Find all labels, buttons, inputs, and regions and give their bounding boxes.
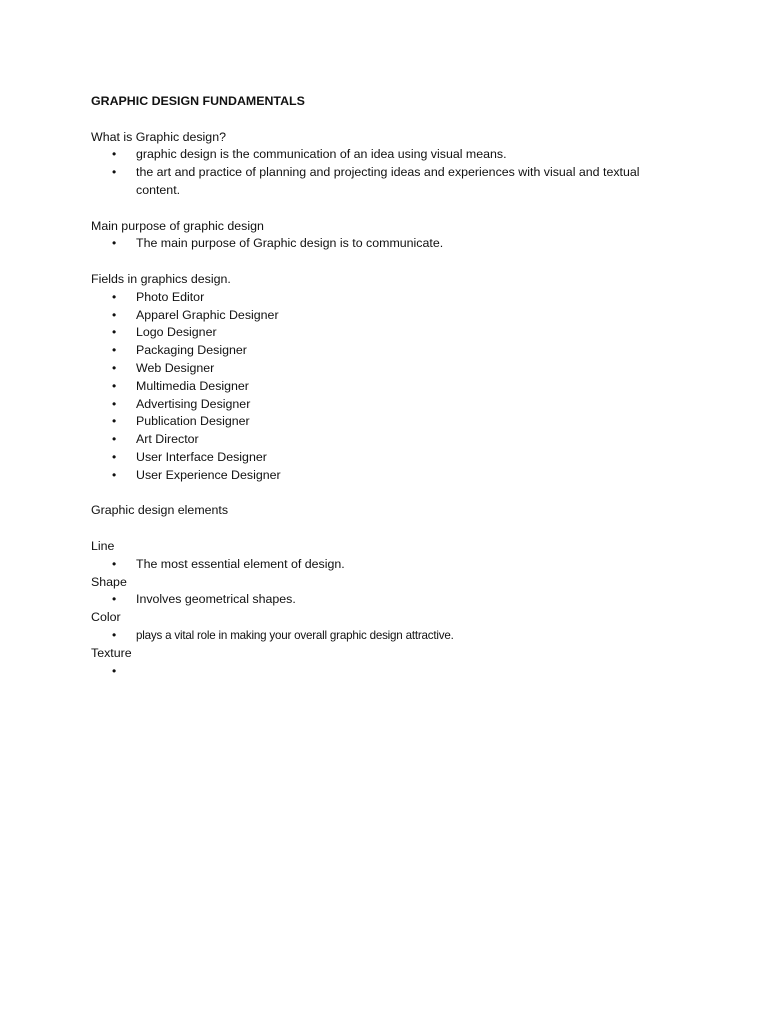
bullet-icon: •: [112, 165, 117, 180]
list-item: [91, 591, 681, 609]
list-item-text: Packaging Designer: [136, 343, 247, 358]
list-item-text: Art Director: [136, 432, 199, 447]
list-item-text: The most essential element of design.: [136, 556, 345, 571]
list-item-text: Photo Editor: [136, 289, 205, 304]
bullet-icon: •: [112, 467, 117, 482]
bullet-icon: •: [112, 236, 117, 251]
list-item-text: Advertising Designer: [136, 396, 251, 411]
list-item-text: Multimedia Designer: [136, 378, 249, 393]
list-item: [91, 360, 681, 378]
bullet-icon: •: [112, 378, 117, 393]
bullet-icon: •: [112, 627, 117, 642]
bullet-icon: •: [112, 360, 117, 375]
list-item: [91, 556, 681, 574]
bullet-list-definition: [91, 146, 681, 199]
document-content: [91, 93, 681, 680]
section-heading-fields: Fields in graphics design.: [91, 271, 231, 286]
bullet-list-texture: [91, 663, 681, 681]
document-title: GRAPHIC DESIGN FUNDAMENTALS: [91, 94, 305, 108]
bullet-list-purpose: [91, 235, 681, 253]
list-item: [91, 342, 681, 360]
list-item: [91, 627, 681, 645]
list-item: [91, 235, 681, 253]
element-heading-color: Color: [91, 610, 121, 625]
bullet-list-line: [91, 556, 681, 574]
list-item-text: Publication Designer: [136, 414, 250, 429]
bullet-icon: •: [112, 432, 117, 447]
bullet-icon: •: [112, 325, 117, 340]
list-item-text: User Interface Designer: [136, 449, 267, 464]
spacer: [91, 485, 681, 503]
bullet-icon: •: [112, 396, 117, 411]
list-item: [91, 663, 681, 681]
list-item: [91, 431, 681, 449]
list-item-text: Logo Designer: [136, 325, 217, 340]
list-item-text: plays a vital role in making your overall graphic design attractive.: [136, 628, 454, 642]
list-item-text: Web Designer: [136, 360, 215, 375]
bullet-icon: •: [112, 147, 117, 162]
list-item: [91, 467, 681, 485]
element-heading-shape: Shape: [91, 574, 127, 589]
list-item: [91, 378, 681, 396]
spacer: [91, 253, 681, 271]
bullet-icon: •: [112, 289, 117, 304]
section-heading-elements: Graphic design elements: [91, 503, 229, 518]
bullet-list-fields: [91, 289, 681, 485]
list-item: [91, 164, 681, 200]
bullet-icon: •: [112, 663, 117, 678]
list-item: [91, 413, 681, 431]
section-heading-main-purpose: Main purpose of graphic design: [91, 218, 264, 233]
list-item: [91, 449, 681, 467]
bullet-list-color: [91, 627, 681, 645]
list-item: [91, 324, 681, 342]
list-item-text: graphic design is the communication of an idea using visual means.: [136, 147, 507, 162]
bullet-icon: •: [112, 414, 117, 429]
element-heading-line: Line: [91, 538, 115, 553]
bullet-list-shape: [91, 591, 681, 609]
section-heading-what-is: What is Graphic design?: [91, 129, 226, 144]
list-item: [91, 289, 681, 307]
bullet-icon: •: [112, 343, 117, 358]
list-item: [91, 307, 681, 325]
list-item-text: Apparel Graphic Designer: [136, 307, 279, 322]
spacer: [91, 111, 681, 129]
spacer: [91, 520, 681, 538]
element-heading-texture: Texture: [91, 645, 132, 660]
list-item-text: User Experience Designer: [136, 467, 281, 482]
bullet-icon: •: [112, 449, 117, 464]
spacer: [91, 200, 681, 218]
list-item-text: Involves geometrical shapes.: [136, 592, 296, 607]
list-item-text: The main purpose of Graphic design is to communicate.: [136, 236, 444, 251]
list-item-text: the art and practice of planning and projecting ideas and experiences with visual and textual content.: [136, 165, 640, 197]
bullet-icon: •: [112, 592, 117, 607]
list-item: [91, 146, 681, 164]
list-item: [91, 396, 681, 414]
bullet-icon: •: [112, 556, 117, 571]
bullet-icon: •: [112, 307, 117, 322]
